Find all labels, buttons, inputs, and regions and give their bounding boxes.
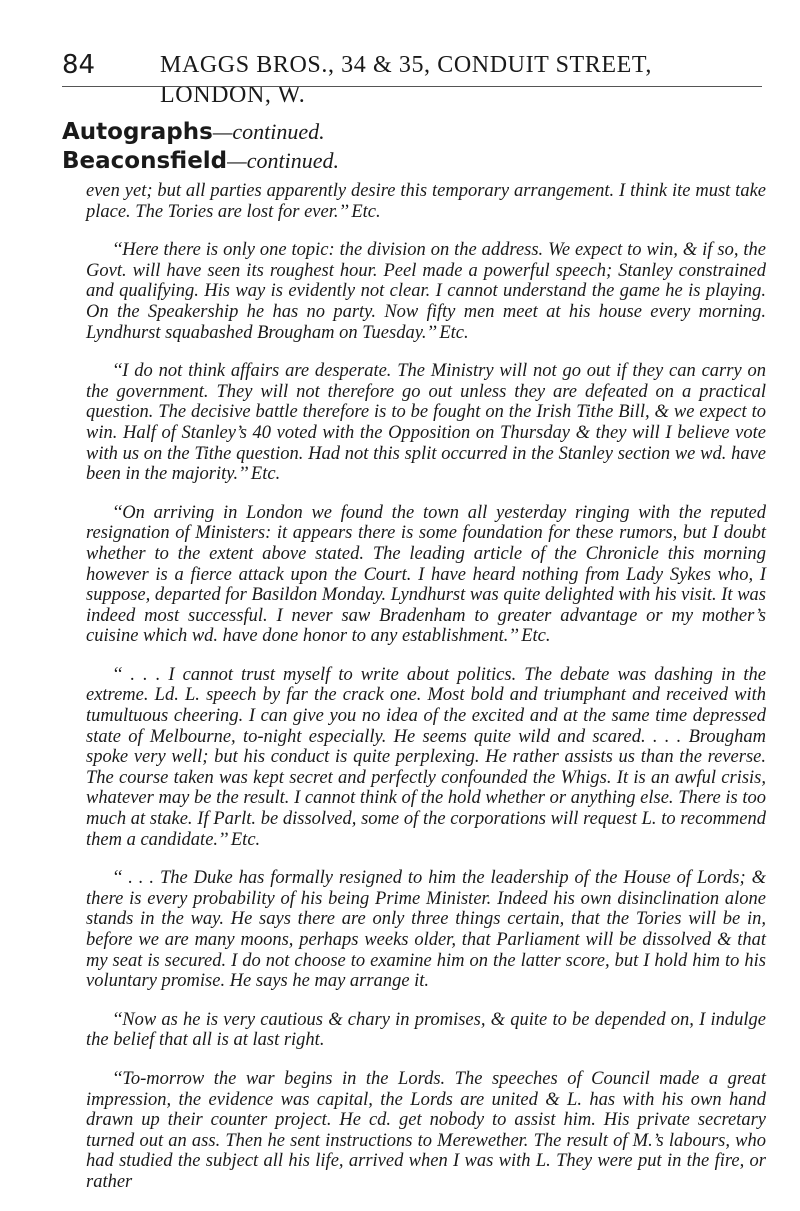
subsection-heading-continued: —continued. <box>227 148 339 173</box>
letter-extracts <box>86 181 766 1211</box>
subsection-heading <box>62 147 339 175</box>
page-number: 84 <box>62 50 96 80</box>
paragraph: ‘‘Here there is only one topic: the division on the address. We expect to win, & if so, the Govt. will have seen its roughest hour. Peel made a powerful speech; Stanley constrained and qualifying. His way is evidently not clear. I cannot understand the game he is playing. On the Speakership he has no party. Now fifty men meet at his house every morning. Lyndhurst squabashed Brougham on Tuesday.’’ Etc. <box>86 240 766 343</box>
paragraph: ‘‘ . . . I cannot trust myself to write about politics. The debate was dashing in the extreme. Ld. L. speech by far the crack one. Most bold and triumphant and received with tumultuous cheering. I can give you no idea of the excited and at the same time depressed state of Melbourne, to-night especially. He seems quite wild and scared. . . . Brougham spoke very well; but his conduct is quite perplexing. He rather assists us than the reverse. The course taken was kept secret and perfectly confounded the Whigs. It is an awful crisis, whatever may be the result. I cannot think of the hold whether or anything else. There is too much at stake. If Parlt. be dissolved, some of the corporations will request L. to recommend them a candidate.’’ Etc. <box>86 664 766 850</box>
paragraph: ‘‘I do not think affairs are desperate. The Ministry will not go out if they can carry on the government. They will not therefore go out unless they are defeated on a practical question. The decisive battle therefore is to be fought on the Irish Tithe Bill, & we expect to win. Half of Stanley’s 40 voted with the Opposition on Thursday & they will I believe vote with us on the Tithe question. Had not this split occurred in the Stanley section we wd. have been in the majority.’’ Etc. <box>86 361 766 485</box>
section-heading-title: Autographs <box>62 119 213 145</box>
header-rule <box>62 86 762 87</box>
paragraph: even yet; but all parties apparently desire this temporary arrangement. I think ite must take place. The Tories are lost for ever.’’ Etc. <box>86 181 766 222</box>
paragraph: ‘‘On arriving in London we found the town all yesterday ringing with the reputed resignation of Ministers: it appears there is some foundation for these rumors, but I doubt whether to the extent above stated. The leading article of the Chronicle this morning however is a fierce attack upon the Court. I have heard nothing from Lady Sykes who, I suppose, departed for Basildon Monday. Lyndhurst was quite delighted with his visit. It was indeed most successful. I never saw Bradenham to greater advantage or my mother’s cuisine which wd. have done honor to any establishment.’’ Etc. <box>86 502 766 647</box>
paragraph: ‘‘Now as he is very cautious & chary in promises, & quite to be depended on, I indulge the belief that all is at last right. <box>86 1009 766 1051</box>
header-title: MAGGS BROS., 34 & 35, CONDUIT STREET, LONDON, W. <box>160 52 653 108</box>
paragraph: ‘‘ . . . The Duke has formally resigned to him the leadership of the House of Lords; & there is every probability of his being Prime Minister. Indeed his own disinclination alone stands in the way. He says there are only three things certain, that the Tories will be in, before we are many moons, perhaps weeks older, that Parliament will be dissolved & that my seat is secured. I do not choose to examine him on the latter score, but I hold him to his voluntary promise. He says he may arrange it. <box>86 868 766 992</box>
section-heading-continued: —continued. <box>212 119 325 144</box>
subsection-heading-title: Beaconsfield <box>62 148 228 174</box>
paragraph: ‘‘To-morrow the war begins in the Lords. The speeches of Council made a great impression, the evidence was capital, the Lords are united & L. has with his own hand drawn up their counter project. He cd. get nobody to assist him. His private secretary turned out an ass. Then he sent instructions to Merewether. The result of M.’s labours, who had studied the subject all his life, arrived when I was with L. They were put in the fire, or rather <box>86 1068 766 1192</box>
running-header <box>62 50 762 108</box>
section-heading <box>62 118 325 146</box>
